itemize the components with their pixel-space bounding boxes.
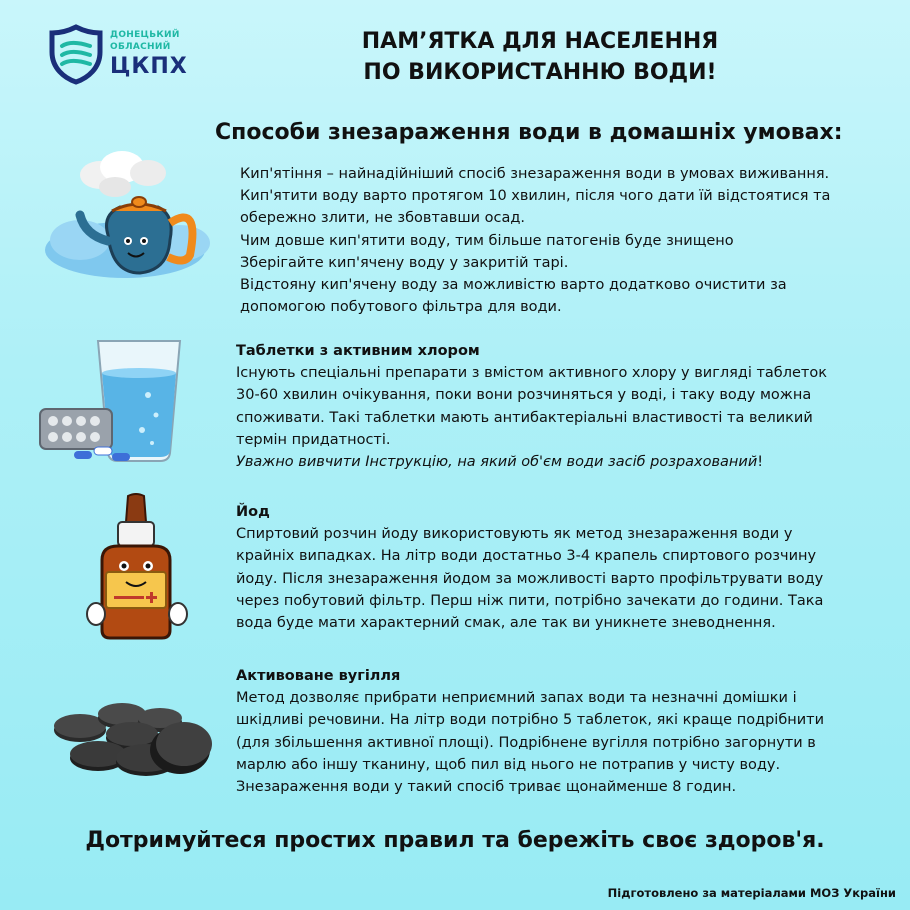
charcoal-line: Знезараження води у такий спосіб триває щонайменше 8 годин. — [236, 779, 737, 796]
boiling-line: Відстояну кип'ячену воду за можливістю варто додатково очистити за — [240, 277, 787, 294]
boiling-line: Кип'ятіння – найнадійніший спосіб знезараження води в умовах виживання. — [240, 166, 830, 182]
kettle-icon — [40, 145, 225, 295]
logo-line2: ОБЛАСНИЙ — [110, 42, 171, 52]
logo — [48, 24, 198, 84]
logo-name: ЦКПХ — [110, 54, 188, 79]
shield-logo-icon — [48, 24, 104, 84]
boiling-line: Кип'ятити воду варто протягом 10 хвилин, після чого дати їй відстоятися та — [240, 188, 831, 205]
title-line-2: ПО ВИКОРИСТАННЮ ВОДИ! — [363, 60, 717, 85]
footer-slogan: Дотримуйтеся простих правил та бережіть своє здоров'я. — [85, 828, 825, 853]
chlorine-heading: Таблетки з активним хлором — [236, 343, 480, 359]
page-title — [280, 26, 800, 88]
iodine-line: йоду. Після знезараження йодом за можливості варто профільтрувати воду — [236, 570, 824, 587]
chlorine-note-italic: Уважно вивчити Інструкцію, на який об'єм води засіб розрахований — [236, 454, 758, 471]
section-chlorine — [236, 340, 827, 473]
iodine-line: через побутовий фільтр. Перш ніж пити, потрібно зачекати до години. Така — [236, 592, 824, 609]
iodine-line: крайніх випадках. На літр води достатньо 3-4 крапель спиртового розчину — [236, 548, 817, 565]
chlorine-note-end: ! — [757, 454, 764, 471]
iodine-heading: Йод — [236, 504, 270, 520]
boiling-line: Зберігайте кип'ячену воду у закритій тарі. — [240, 254, 569, 271]
charcoal-line: шкідливі речовини. На літр води потрібно 5 таблеток, які краще подрібнити — [236, 712, 825, 729]
iodine-bottle-icon — [88, 492, 188, 642]
charcoal-line: (для збільшення активної площі). Подрібнене вугілля потрібно загорнути в — [236, 734, 816, 751]
chlorine-line: термін придатності. — [236, 431, 391, 448]
chlorine-line: Існують спеціальні препарати з вмістом активного хлору у вигляді таблеток — [236, 365, 828, 382]
charcoal-line: марлю або іншу тканину, щоб пил від нього не потрапив у чисту воду. — [236, 756, 781, 773]
logo-line1: ДОНЕЦЬКИЙ — [110, 30, 180, 40]
chlorine-note — [236, 451, 827, 473]
boiling-line: Чим довше кип'ятити воду, тим більше патогенів буде знищено — [240, 232, 734, 249]
iodine-line: Спиртовий розчин йоду використовують як метод знезараження води у — [236, 526, 793, 543]
source-credit: Підготовлено за матеріалами МОЗ України — [607, 886, 896, 900]
charcoal-tablets-icon — [50, 700, 220, 785]
section-boiling — [240, 163, 830, 318]
charcoal-heading: Активоване вугілля — [236, 668, 401, 684]
page-subtitle: Способи знезараження води в домашніх умовах: — [215, 120, 843, 145]
boiling-line: допомогою побутового фільтра для води. — [240, 299, 562, 316]
iodine-line: вода буде мати характерний смак, але так ви уникнете зневоднення. — [236, 615, 776, 632]
chlorine-line: 30-60 хвилин очікування, поки вони розчиняться у воді, і таку воду можна — [236, 387, 812, 404]
title-line-1: ПАМ’ЯТКА ДЛЯ НАСЕЛЕННЯ — [361, 29, 719, 54]
charcoal-line: Метод дозволяє прибрати неприємний запах води та незначні домішки і — [236, 690, 797, 707]
boiling-line: обережно злити, не збовтавши осад. — [240, 210, 525, 227]
section-charcoal — [236, 665, 824, 798]
chlorine-line: споживати. Такі таблетки мають антибактеріальні властивості та великий — [236, 409, 813, 426]
section-iodine — [236, 501, 823, 634]
water-glass-pills-icon — [38, 335, 188, 470]
